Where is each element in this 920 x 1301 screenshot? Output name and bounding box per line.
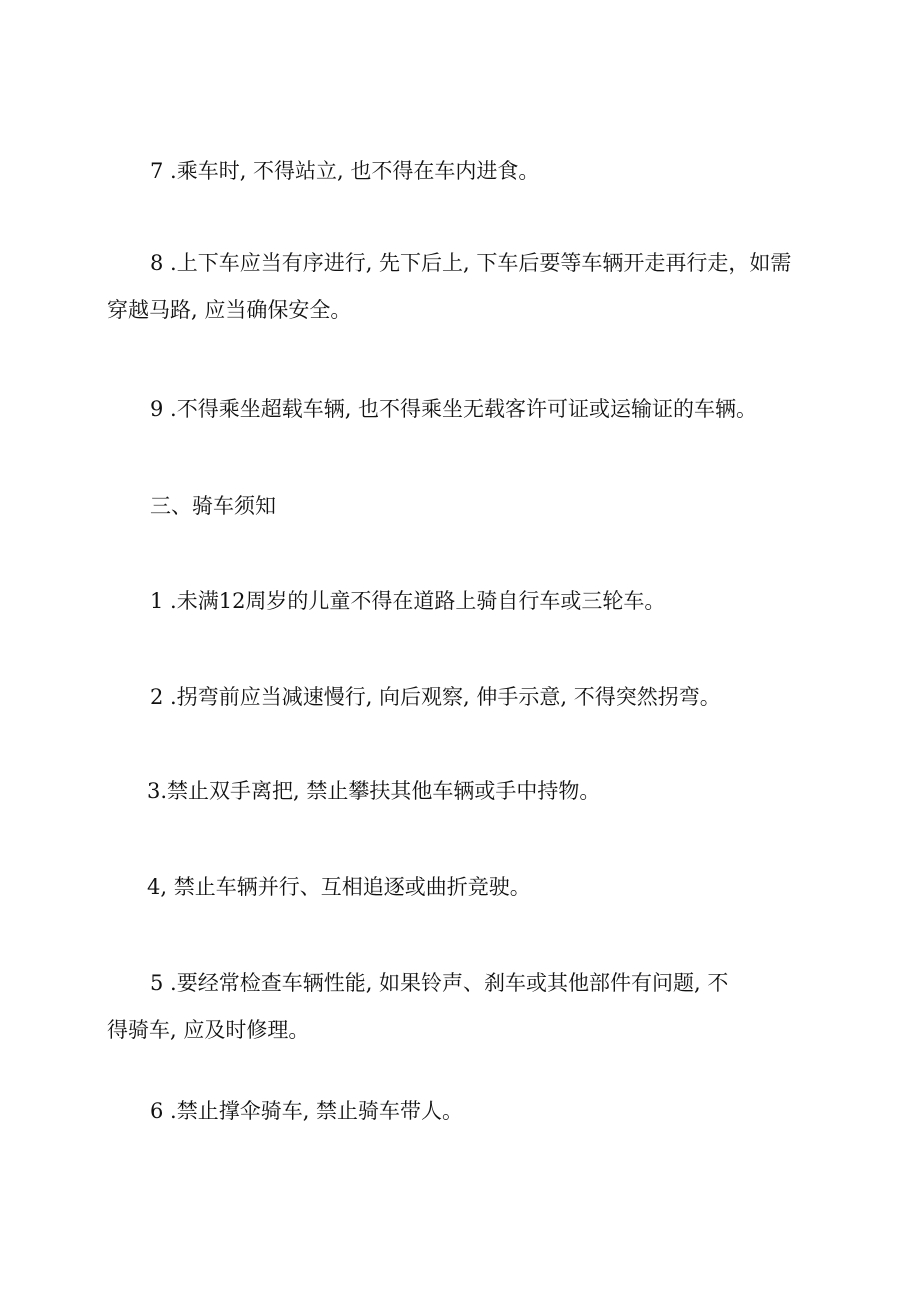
paragraph-line: 1 .未满12周岁的儿童不得在道路上骑自行车或三轮车。 <box>150 589 666 613</box>
paragraph-line: 5 .要经常检查车辆性能, 如果铃声、刹车或其他部件有问题, 不 <box>150 971 729 995</box>
paragraph-item-7 <box>107 148 827 195</box>
paragraph-item-9 <box>107 386 827 433</box>
paragraph-line: 7 .乘车时, 不得站立, 也不得在车内进食。 <box>150 159 540 183</box>
paragraph-line: 6 .禁止撑伞骑车, 禁止骑车带人。 <box>150 1099 464 1123</box>
paragraph-line: 8 .上下车应当有序进行, 先下后上, 下车后要等车辆开走再行走，如需 <box>150 251 792 275</box>
paragraph-item-4 <box>107 864 827 911</box>
paragraph-item-8 <box>107 240 827 334</box>
paragraph-line: 3.禁止双手离把, 禁止攀扶其他车辆或手中持物。 <box>147 779 601 803</box>
section-heading: 三、骑车须知 <box>150 494 276 518</box>
paragraph-item-5 <box>107 960 827 1054</box>
paragraph-item-1 <box>107 578 827 625</box>
paragraph-item-2 <box>107 674 827 721</box>
paragraph-line: 得骑车, 应及时修理。 <box>107 1018 310 1042</box>
paragraph-item-3 <box>107 768 827 815</box>
paragraph-item-6 <box>107 1088 827 1135</box>
paragraph-line: 9 .不得乘坐超载车辆, 也不得乘坐无载客许可证或运输证的车辆。 <box>150 397 758 421</box>
paragraph-line: 4, 禁止车辆并行、互相追逐或曲折竞驶。 <box>147 875 531 899</box>
paragraph-line: 2 .拐弯前应当减速慢行, 向后观察, 伸手示意, 不得突然拐弯。 <box>150 685 721 709</box>
paragraph-line: 穿越马路, 应当确保安全。 <box>107 298 352 322</box>
